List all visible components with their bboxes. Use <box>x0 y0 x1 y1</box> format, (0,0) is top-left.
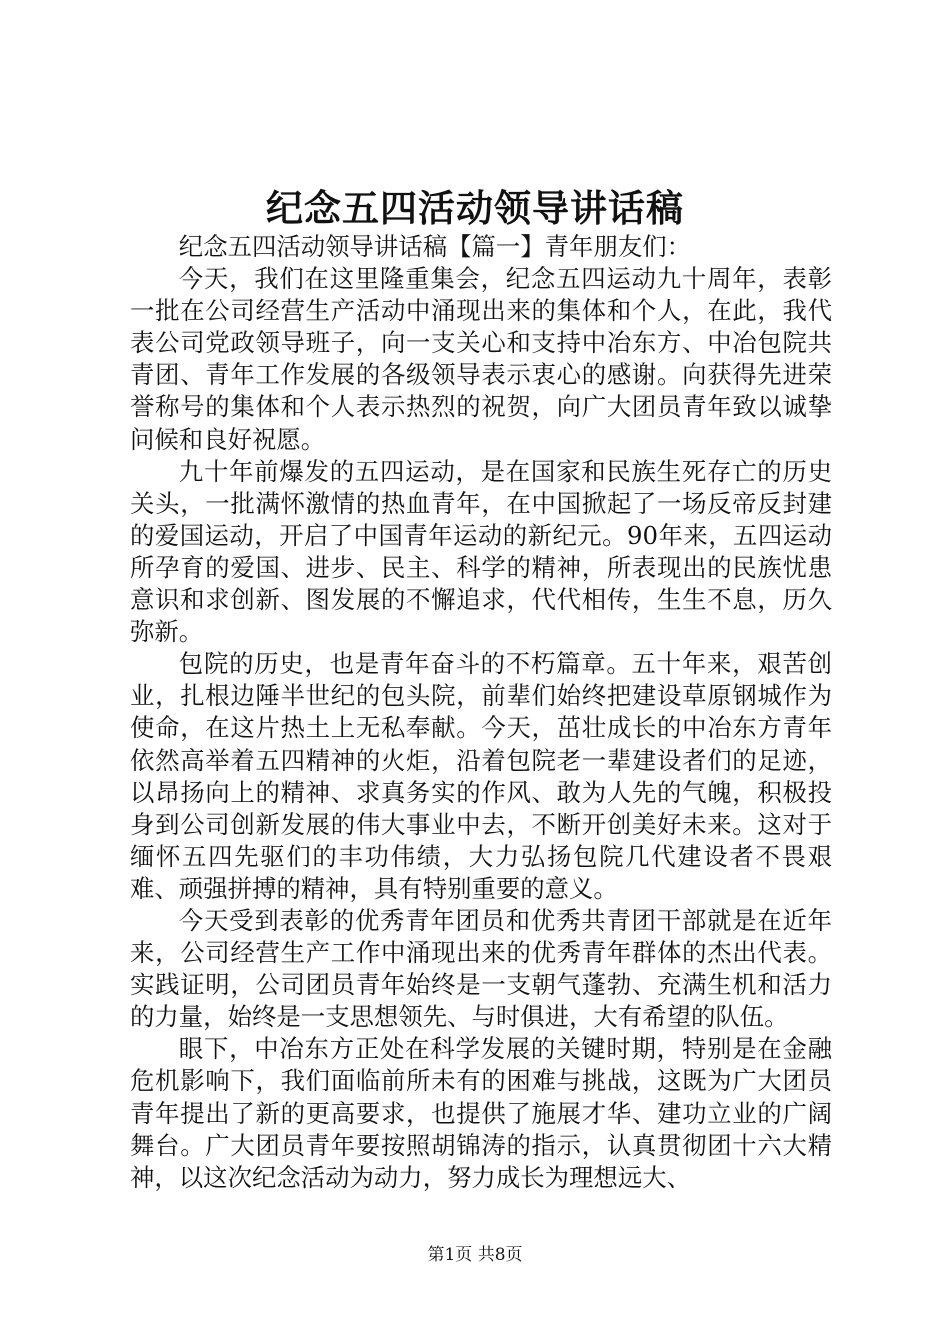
paragraph: 今天受到表彰的优秀青年团员和优秀共青团干部就是在近年来，公司经营生产工作中涌现出来的优秀青年群体的杰出代表。实践证明，公司团员青年始终是一支朝气蓬勃、充满生机和活力的力量，始终是一支思想领先、与时俱进，大有希望的队伍。 <box>130 905 832 1032</box>
paragraph: 今天，我们在这里隆重集会，纪念五四运动九十周年，表彰一批在公司经营生产活动中涌现出来的集体和个人，在此，我代表公司党政领导班子，向一支关心和支持中冶东方、中冶包院共青团、青年工作发展的各级领导表示衷心的感谢。向获得先进荣誉称号的集体和个人表示热烈的祝贺，向广大团员青年致以诚挚问候和良好祝愿。 <box>130 264 832 454</box>
document-title: 纪念五四活动领导讲话稿 <box>266 186 684 230</box>
paragraph: 九十年前爆发的五四运动，是在国家和民族生死存亡的历史关头，一批满怀激情的热血青年，在中国掀起了一场反帝反封建的爱国运动，开启了中国青年运动的新纪元。90年来，五四运动所孕育的爱国、进步、民主、科学的精神，所表现出的民族忧患意识和求创新、图发展的不懈追求，代代相传，生生不息，历久弥新。 <box>130 456 832 647</box>
page-number-footer: 第1页 共8页 <box>427 1245 523 1265</box>
paragraph-opening: 纪念五四活动领导讲话稿【篇一】青年朋友们： <box>178 232 692 261</box>
paragraph: 眼下，中冶东方正处在科学发展的关键时期，特别是在金融危机影响下，我们面临前所未有的困难与挑战，这既为广大团员青年提出了新的更高要求，也提供了施展才华、建功立业的广阔舞台。广大团员青年要按照胡锦涛的指示，认真贯彻团十六大精神，以这次纪念活动为动力，努力成长为理想远大、 <box>130 1034 832 1192</box>
paragraph: 包院的历史，也是青年奋斗的不朽篇章。五十年来，艰苦创业，扎根边陲半世纪的包头院，前辈们始终把建设草原钢城作为使命，在这片热土上无私奉献。今天，茁壮成长的中冶东方青年依然高举着五四精神的火炬，沿着包院老一辈建设者们的足迹，以昂扬向上的精神、求真务实的作风、敢为人先的气魄，积极投身到公司创新发展的伟大事业中去，不断开创美好未来。这对于缅怀五四先驱们的丰功伟绩，大力弘扬包院几代建设者不畏艰难、顽强拼搏的精神，具有特别重要的意义。 <box>130 649 832 903</box>
document-body <box>130 231 832 1194</box>
